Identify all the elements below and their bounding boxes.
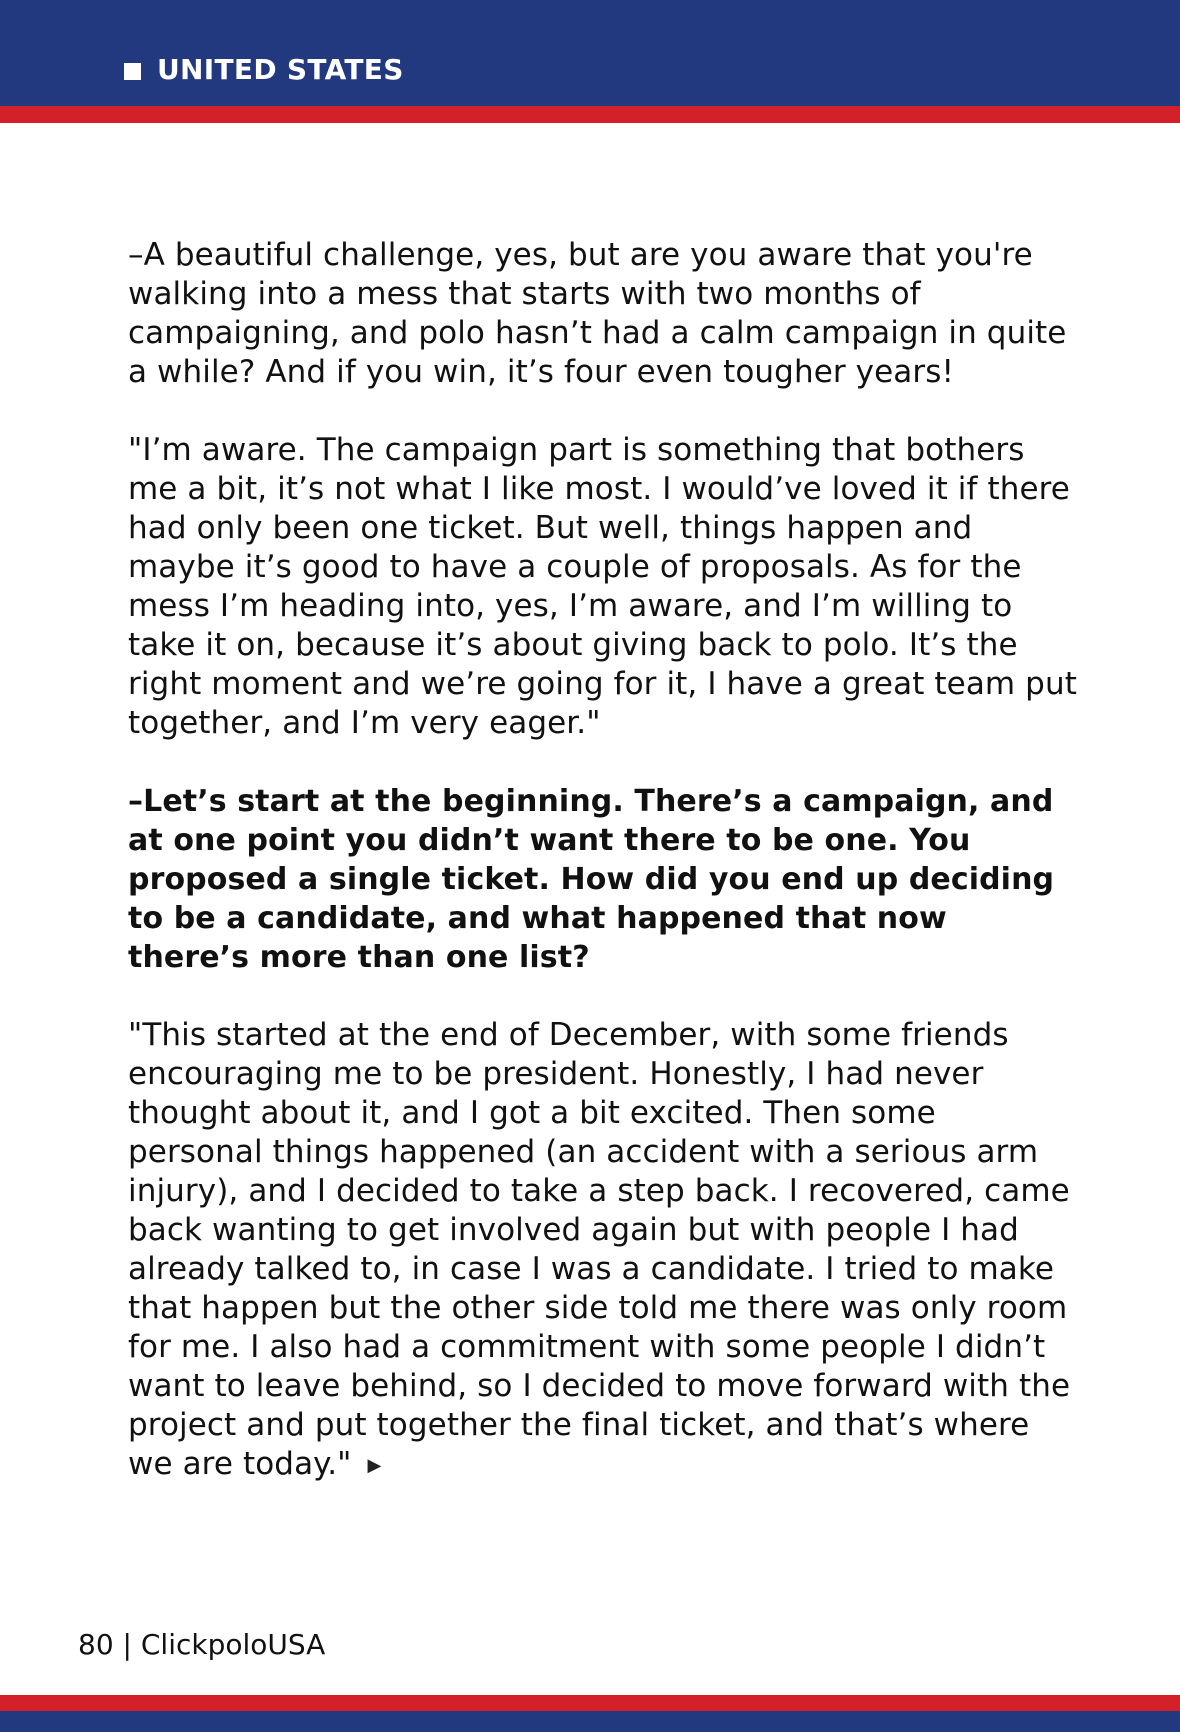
page-footer-label: 80 | ClickpoloUSA	[78, 1628, 326, 1661]
answer-text: "This started at the end of December, with some friends encouraging me to be president. Honestly, I had never thought about it, and I got a bit excited. Then some personal things happened (an accident with a serious arm injury), and I decided to take a step back. I recovered, came back wanting to get involved again but with people I had already talked to, in case I was a candidate. I tried to make that happen but the other side told me there was only room for me. I also had a commitment with some people I didn’t want to leave behind, so I decided to move forward with the project and put together the final ticket, and that’s where we are today."	[128, 1017, 1071, 1482]
question-paragraph: –A beautiful challenge, yes, but are you aware that you're walking into a mess that starts with two months of campaigning, and polo hasn’t had a calm campaign in quite a while? And if you win, it’s four even tougher years!	[128, 237, 1067, 390]
play-triangle-icon: ▶	[367, 1455, 382, 1476]
footer-band	[0, 1711, 1180, 1732]
answer-paragraph: "I’m aware. The campaign part is something that bothers me a bit, it’s not what I like most. I would’ve loved it if there had only been one ticket. But well, things happen and maybe it’s good to have a couple of proposals. As for the mess I’m heading into, yes, I’m aware, and I’m willing to take it on, because it’s about giving back to polo. It’s the right moment and we’re going for it, I have a great team put together, and I’m very eager."	[128, 432, 1077, 741]
square-bullet-icon	[124, 63, 141, 80]
bold-question-paragraph: –Let’s start at the beginning. There’s a campaign, and at one point you didn’t want there to be one. You proposed a single ticket. How did you end up deciding to be a candidate, and what happened that now there’s more than one list?	[128, 784, 1055, 975]
answer-paragraph-final	[128, 1016, 1078, 1485]
footer-red-stripe	[0, 1695, 1180, 1711]
article-body	[128, 236, 1078, 1524]
header-red-stripe	[0, 106, 1180, 123]
section-label: UNITED STATES	[157, 53, 404, 86]
